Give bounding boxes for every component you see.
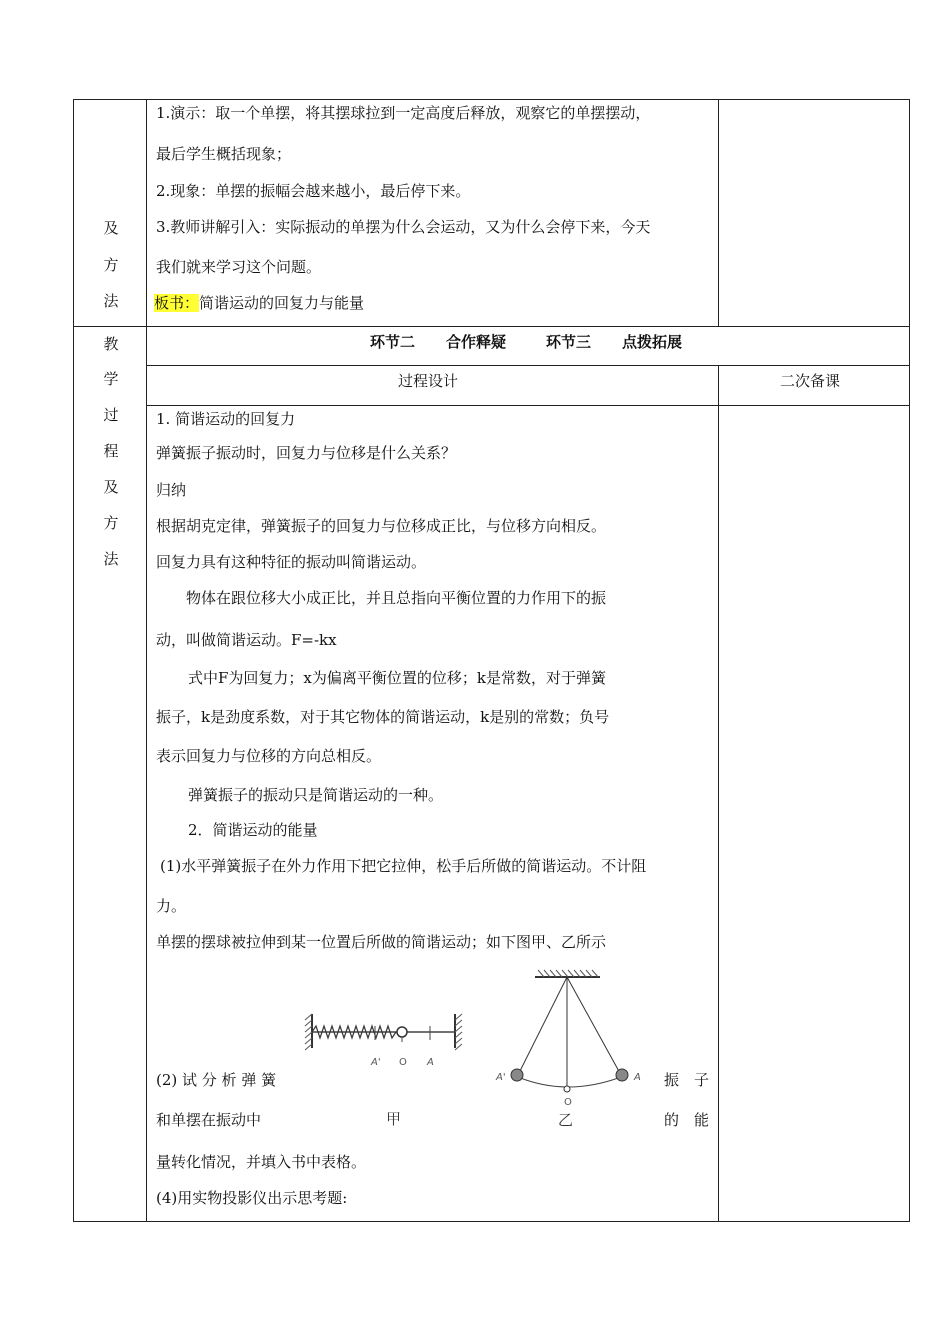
content-line-3: 归纳 — [156, 481, 187, 499]
lower-right-divider — [718, 365, 719, 1222]
intro-line-4: 3.教师讲解引入：实际振动的单摆为什么会运动，又为什么会停下来，今天 — [156, 218, 651, 236]
left-char-6: 方 — [103, 514, 119, 532]
content-line-18: 量转化情况，并填入书中表格。 — [156, 1153, 367, 1171]
board-label: 板书： — [154, 294, 200, 312]
spring-oscillator-figure — [300, 1010, 470, 1130]
content-line-7: 动，叫做简谐运动。F=-kx — [156, 631, 337, 649]
left-char-3: 过 — [103, 406, 119, 424]
top-right-divider — [718, 99, 719, 327]
content-line-4: 根据胡克定律，弹簧振子的回复力与位移成正比，与位移方向相反。 — [156, 517, 607, 535]
intro-line-2: 最后学生概括现象； — [156, 145, 292, 163]
spring-label-a-prime: A' — [371, 1057, 381, 1068]
table-border-bottom — [73, 1221, 910, 1222]
table-border-left — [73, 99, 74, 1222]
pendulum-label-a: A — [634, 1072, 641, 1083]
spring-label-o: O — [399, 1057, 407, 1068]
pendulum-caption: 乙 — [558, 1111, 574, 1129]
section-header-part4: 点拨拓展 — [622, 333, 683, 351]
intro-line-1: 1.演示：取一个单摆，将其摆球拉到一定高度后释放，观察它的单摆摆动， — [156, 104, 651, 122]
content-line-11: 弹簧振子的振动只是简谐运动的一种。 — [188, 786, 444, 804]
spring-caption: 甲 — [386, 1110, 402, 1128]
left-char-7: 法 — [103, 550, 119, 568]
content-line-16-left: (2) 试 分 析 弹 簧 — [156, 1071, 277, 1089]
content-line-10: 表示回复力与位移的方向总相反。 — [156, 747, 382, 765]
content-line-1: 1. 简谐运动的回复力 — [156, 410, 296, 428]
row-divider-3 — [146, 405, 910, 406]
section-header-part2: 合作释疑 — [446, 333, 507, 351]
pendulum-label-o: O — [564, 1097, 572, 1108]
board-title: 简谐运动的回复力与能量 — [199, 294, 365, 312]
section-header-part1: 环节二 — [370, 333, 416, 351]
row-divider-2 — [146, 365, 910, 366]
left-char-4: 程 — [103, 442, 119, 460]
content-line-16-right: 振 子 — [664, 1071, 710, 1089]
left-column-divider — [146, 99, 147, 1222]
pendulum-label-a-prime: A' — [496, 1072, 506, 1083]
section-header-part3: 环节三 — [546, 333, 592, 351]
spring-label-a: A — [427, 1057, 434, 1068]
content-line-14: 力。 — [156, 897, 187, 915]
board-note — [154, 293, 364, 313]
content-line-6: 物体在跟位移大小成正比，并且总指向平衡位置的力作用下的振 — [186, 589, 607, 607]
prep-column-header: 二次备课 — [780, 372, 841, 390]
row-divider-1 — [73, 326, 910, 327]
content-line-15: 单摆的摆球被拉伸到某一位置后所做的简谐运动；如下图甲、乙所示 — [156, 933, 607, 951]
content-line-13: (1)水平弹簧振子在外力作用下把它拉伸，松手后所做的简谐运动。不计阻 — [160, 857, 647, 875]
content-line-12: 2．简谐运动的能量 — [188, 821, 318, 839]
top-left-char-2: 方 — [103, 256, 119, 274]
table-border-top — [73, 99, 910, 100]
content-line-17-right: 的 能 — [664, 1111, 710, 1129]
table-border-right — [909, 99, 910, 1222]
content-line-9: 振子，k是劲度系数，对于其它物体的简谐运动，k是别的常数；负号 — [156, 708, 610, 726]
left-char-2: 学 — [103, 370, 119, 388]
content-line-2: 弹簧振子振动时，回复力与位移是什么关系？ — [156, 444, 457, 462]
top-left-char-3: 法 — [103, 292, 119, 310]
content-line-19: (4)用实物投影仪出示思考题: — [156, 1189, 348, 1207]
intro-line-5: 我们就来学习这个问题。 — [156, 258, 322, 276]
pendulum-figure — [490, 965, 650, 1135]
content-line-17-left: 和单摆在振动中 — [156, 1111, 262, 1129]
design-column-header: 过程设计 — [398, 372, 459, 390]
intro-line-3: 2.现象：单摆的振幅会越来越小，最后停下来。 — [156, 182, 471, 200]
content-line-8: 式中F为回复力；x为偏离平衡位置的位移；k是常数，对于弹簧 — [188, 669, 606, 687]
left-char-1: 教 — [103, 335, 119, 353]
top-left-char-1: 及 — [103, 219, 119, 237]
content-line-5: 回复力具有这种特征的振动叫简谐运动。 — [156, 553, 427, 571]
left-char-5: 及 — [103, 478, 119, 496]
